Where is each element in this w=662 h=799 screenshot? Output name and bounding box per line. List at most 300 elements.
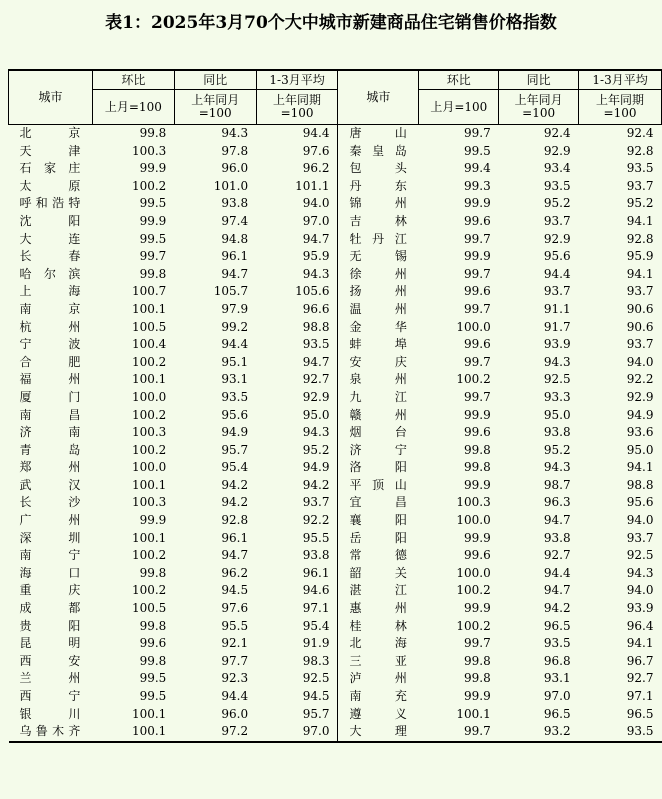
ytd-value-right: 95.6 <box>626 495 654 510</box>
mom-value-right: 99.6 <box>464 548 491 563</box>
yoy-value-left: 95.6 <box>221 407 249 422</box>
ytd-value-left: 96.6 <box>256 301 338 319</box>
city-name-left: 呼和浩特 <box>19 196 81 211</box>
mom-value-left: 100.2 <box>131 442 167 457</box>
ytd-value-left: 94.7 <box>256 354 338 372</box>
ytd-value-left: 93.8 <box>256 547 338 565</box>
mom-value-right: 99.9 <box>464 407 491 422</box>
ytd-value-right: 95.0 <box>626 442 654 457</box>
city-name-right: 湛江 <box>349 583 407 598</box>
mom-value-left: 100.4 <box>131 337 167 352</box>
city-name-left: 南京 <box>19 301 81 316</box>
city-name-left: 成都 <box>19 601 81 616</box>
mom-value-left: 100.5 <box>131 601 167 616</box>
yoy-value-right: 93.8 <box>543 425 571 440</box>
yoy-value-right: 97.0 <box>543 689 571 703</box>
mom-value-left: 99.7 <box>139 249 167 264</box>
yoy-value-left: 96.1 <box>221 249 249 264</box>
header-mom-base-right: 上月=100 <box>419 90 499 125</box>
ytd-value-right: 92.8 <box>626 143 654 158</box>
city-name-right: 泸州 <box>349 671 407 686</box>
city-name-left: 武汉 <box>19 477 81 492</box>
table-row <box>9 547 662 565</box>
mom-value-left: 100.1 <box>131 301 167 316</box>
yoy-value-left: 92.8 <box>221 513 249 528</box>
table-row <box>9 582 662 600</box>
city-name-right: 徐州 <box>349 266 407 281</box>
yoy-value-right: 93.9 <box>543 337 571 352</box>
table-row <box>9 477 662 495</box>
mom-value-left: 100.1 <box>131 530 167 545</box>
ytd-value-right: 94.0 <box>626 513 654 528</box>
mom-value-left: 99.9 <box>139 513 167 528</box>
mom-value-right: 99.7 <box>464 636 491 651</box>
city-name-right: 宜昌 <box>349 495 407 510</box>
yoy-value-left: 97.4 <box>221 213 249 228</box>
yoy-value-left: 94.5 <box>221 583 249 598</box>
ytd-value-right: 92.8 <box>626 231 654 246</box>
ytd-value-right: 94.1 <box>626 636 654 651</box>
ytd-value-left: 97.0 <box>256 723 338 742</box>
city-name-right: 韶关 <box>349 565 407 580</box>
city-name-right: 平顶山 <box>349 477 407 492</box>
ytd-value-right: 96.4 <box>626 618 654 633</box>
ytd-value-left: 105.6 <box>256 283 338 301</box>
city-name-left: 合肥 <box>19 354 81 369</box>
table-row <box>9 442 662 460</box>
city-name-left: 上海 <box>19 284 81 299</box>
mom-value-right: 100.2 <box>456 618 491 633</box>
ytd-value-right: 94.3 <box>626 565 654 580</box>
ytd-value-right: 95.9 <box>626 249 654 264</box>
ytd-value-left: 94.7 <box>256 231 338 249</box>
city-name-right: 九江 <box>349 389 407 404</box>
ytd-value-left: 95.4 <box>256 618 338 636</box>
city-name-right: 泉州 <box>349 372 407 387</box>
mom-value-left: 99.8 <box>139 126 167 140</box>
yoy-value-left: 93.1 <box>221 372 249 387</box>
yoy-value-right: 93.3 <box>543 389 571 404</box>
mom-value-left: 100.2 <box>131 407 167 422</box>
mom-value-left: 100.1 <box>131 372 167 387</box>
mom-value-right: 99.7 <box>464 266 491 281</box>
mom-value-right: 100.2 <box>456 372 491 387</box>
mom-value-right: 99.7 <box>464 301 491 316</box>
mom-value-left: 100.2 <box>131 354 167 369</box>
ytd-value-right: 90.6 <box>626 319 654 334</box>
ytd-value-right: 93.7 <box>626 178 654 193</box>
table-row <box>9 178 662 196</box>
mom-value-right: 99.7 <box>464 231 491 246</box>
city-name-right: 包头 <box>349 161 407 176</box>
city-name-right: 唐山 <box>349 126 407 140</box>
ytd-value-right: 96.7 <box>626 653 654 668</box>
table-row <box>9 125 662 143</box>
ytd-value-left: 96.2 <box>256 160 338 178</box>
yoy-value-right: 93.1 <box>543 671 571 686</box>
city-name-left: 大连 <box>19 231 81 246</box>
mom-value-left: 99.8 <box>139 565 167 580</box>
yoy-value-right: 94.2 <box>543 601 571 616</box>
city-name-right: 无锡 <box>349 249 407 264</box>
yoy-value-left: 99.2 <box>221 319 249 334</box>
ytd-value-right: 94.9 <box>626 407 654 422</box>
city-name-right: 秦皇岛 <box>349 143 407 158</box>
mom-value-right: 99.6 <box>464 425 491 440</box>
ytd-value-left: 97.1 <box>256 600 338 618</box>
city-name-left: 西宁 <box>19 689 81 703</box>
mom-value-left: 99.8 <box>139 266 167 281</box>
ytd-value-right: 92.7 <box>626 671 654 686</box>
city-name-left: 郑州 <box>19 460 81 475</box>
ytd-value-left: 94.3 <box>256 266 338 284</box>
ytd-value-left: 92.7 <box>256 371 338 389</box>
city-name-right: 遵义 <box>349 706 407 721</box>
mom-value-right: 100.1 <box>456 706 491 721</box>
header-mom-right: 环比 <box>419 70 499 90</box>
table-row <box>9 336 662 354</box>
city-name-left: 银川 <box>19 706 81 721</box>
ytd-value-right: 90.6 <box>626 301 654 316</box>
mom-value-left: 99.5 <box>139 671 167 686</box>
city-name-right: 烟台 <box>349 425 407 440</box>
city-name-left: 西安 <box>19 653 81 668</box>
yoy-value-left: 94.7 <box>221 548 249 563</box>
city-name-left: 沈阳 <box>19 213 81 228</box>
yoy-value-left: 105.7 <box>213 284 249 299</box>
yoy-value-right: 92.7 <box>543 548 571 563</box>
ytd-value-right: 93.9 <box>626 601 654 616</box>
yoy-value-right: 93.5 <box>543 636 571 651</box>
mom-value-left: 100.5 <box>131 319 167 334</box>
ytd-value-left: 94.9 <box>256 459 338 477</box>
mom-value-right: 100.0 <box>456 513 491 528</box>
table-row <box>9 371 662 389</box>
table-row <box>9 459 662 477</box>
yoy-value-right: 94.3 <box>543 354 571 369</box>
table-row <box>9 424 662 442</box>
city-name-right: 大理 <box>338 723 419 742</box>
table-row <box>9 565 662 583</box>
table-row <box>9 283 662 301</box>
mom-value-right: 99.6 <box>464 284 491 299</box>
city-name-right: 常德 <box>349 548 407 563</box>
yoy-value-left: 94.2 <box>221 477 249 492</box>
ytd-value-left: 92.9 <box>256 389 338 407</box>
ytd-value-right: 94.1 <box>626 213 654 228</box>
city-name-right: 三亚 <box>349 653 407 668</box>
mom-value-left: 100.3 <box>131 425 167 440</box>
ytd-value-right: 94.1 <box>626 266 654 281</box>
ytd-value-left: 95.2 <box>256 442 338 460</box>
mom-value-right: 100.3 <box>456 495 491 510</box>
mom-value-left: 100.3 <box>131 143 167 158</box>
table-row <box>9 600 662 618</box>
city-name-right: 南充 <box>349 689 407 703</box>
mom-value-right: 99.3 <box>464 178 491 193</box>
yoy-value-right: 94.4 <box>543 565 571 580</box>
header-ytd-base-right: 上年同期 =100 <box>579 90 662 125</box>
yoy-value-left: 97.8 <box>221 143 249 158</box>
ytd-value-right: 95.2 <box>626 196 654 211</box>
yoy-value-right: 96.5 <box>543 618 571 633</box>
ytd-value-left: 101.1 <box>256 178 338 196</box>
city-name-right: 丹东 <box>349 178 407 193</box>
city-name-left: 昆明 <box>19 636 81 651</box>
yoy-value-right: 94.7 <box>543 513 571 528</box>
city-name-left: 重庆 <box>19 583 81 598</box>
ytd-value-left: 94.6 <box>256 582 338 600</box>
header-mom-left: 环比 <box>92 70 174 90</box>
yoy-value-right: 96.5 <box>543 706 571 721</box>
yoy-value-right: 91.7 <box>543 319 571 334</box>
header-mom-base-left: 上月=100 <box>92 90 174 125</box>
ytd-value-left: 98.3 <box>256 653 338 671</box>
yoy-value-left: 96.0 <box>221 706 249 721</box>
city-name-right: 金华 <box>349 319 407 334</box>
mom-value-left: 100.1 <box>92 723 174 742</box>
city-name-left: 广州 <box>19 513 81 528</box>
table-row <box>9 635 662 653</box>
header-yoy-base-left: 上年同月 =100 <box>174 90 256 125</box>
ytd-value-left: 96.1 <box>256 565 338 583</box>
yoy-value-left: 95.7 <box>221 442 249 457</box>
table-row <box>9 706 662 724</box>
mom-value-right: 99.9 <box>464 530 491 545</box>
yoy-value-right: 96.8 <box>543 653 571 668</box>
mom-value-right: 99.9 <box>464 689 491 703</box>
ytd-value-left: 94.0 <box>256 195 338 213</box>
ytd-value-left: 98.8 <box>256 319 338 337</box>
mom-value-right: 99.9 <box>464 601 491 616</box>
ytd-value-left: 95.5 <box>256 530 338 548</box>
mom-value-left: 99.6 <box>139 636 167 651</box>
yoy-value-right: 96.3 <box>543 495 571 510</box>
ytd-value-right: 93.7 <box>626 530 654 545</box>
ytd-value-right: 94.0 <box>626 354 654 369</box>
table-row <box>9 512 662 530</box>
table-row <box>9 653 662 671</box>
city-name-left: 海口 <box>19 565 81 580</box>
yoy-value-right: 93.4 <box>543 161 571 176</box>
city-name-right: 温州 <box>349 301 407 316</box>
table-row <box>9 530 662 548</box>
table-row <box>9 319 662 337</box>
header-city-right: 城市 <box>338 70 419 125</box>
ytd-value-right: 92.9 <box>626 389 654 404</box>
ytd-value-right: 93.5 <box>626 161 654 176</box>
table-row <box>9 195 662 213</box>
city-name-left: 长沙 <box>19 495 81 510</box>
mom-value-left: 100.2 <box>131 583 167 598</box>
mom-value-right: 99.7 <box>419 723 499 742</box>
city-name-right: 济宁 <box>349 442 407 457</box>
yoy-value-right: 93.7 <box>543 284 571 299</box>
city-name-right: 桂林 <box>349 618 407 633</box>
yoy-value-left: 92.1 <box>221 636 249 651</box>
yoy-value-left: 93.5 <box>221 389 249 404</box>
city-name-left: 太原 <box>19 178 81 193</box>
yoy-value-left: 95.4 <box>221 460 249 475</box>
mom-value-left: 99.8 <box>139 653 167 668</box>
table-row <box>9 670 662 688</box>
city-name-right: 北海 <box>349 636 407 651</box>
mom-value-left: 100.0 <box>131 389 167 404</box>
price-index-table <box>8 69 662 743</box>
mom-value-left: 99.5 <box>139 196 167 211</box>
mom-value-left: 99.9 <box>139 161 167 176</box>
table-row <box>9 248 662 266</box>
city-name-left: 北京 <box>19 126 81 140</box>
table-row <box>9 494 662 512</box>
ytd-value-right: 93.6 <box>626 425 654 440</box>
mom-value-left: 99.5 <box>139 689 167 703</box>
mom-value-right: 99.8 <box>464 653 491 668</box>
header-yoy-right: 同比 <box>499 70 579 90</box>
table-row <box>9 618 662 636</box>
city-name-right: 吉林 <box>349 213 407 228</box>
mom-value-right: 99.6 <box>464 213 491 228</box>
mom-value-right: 99.6 <box>464 337 491 352</box>
yoy-value-right: 93.5 <box>543 178 571 193</box>
table-row <box>9 160 662 178</box>
mom-value-right: 100.0 <box>456 565 491 580</box>
mom-value-left: 100.7 <box>131 284 167 299</box>
mom-value-right: 100.2 <box>456 583 491 598</box>
yoy-value-right: 92.9 <box>543 231 571 246</box>
city-name-left: 济南 <box>19 425 81 440</box>
ytd-value-right: 94.0 <box>626 583 654 598</box>
header-yoy-base-right: 上年同月 =100 <box>499 90 579 125</box>
yoy-value-right: 95.2 <box>543 196 571 211</box>
ytd-value-left: 94.2 <box>256 477 338 495</box>
city-name-right: 扬州 <box>349 284 407 299</box>
yoy-value-left: 94.4 <box>221 337 249 352</box>
mom-value-right: 99.8 <box>464 460 491 475</box>
yoy-value-right: 92.4 <box>543 126 571 140</box>
city-name-left: 福州 <box>19 372 81 387</box>
yoy-value-right: 94.7 <box>543 583 571 598</box>
mom-value-right: 99.7 <box>464 126 491 140</box>
yoy-value-right: 95.6 <box>543 249 571 264</box>
table-row <box>9 301 662 319</box>
yoy-value-left: 97.6 <box>221 601 249 616</box>
ytd-value-right: 97.1 <box>626 689 654 703</box>
city-name-right: 锦州 <box>349 196 407 211</box>
mom-value-right: 99.8 <box>464 671 491 686</box>
mom-value-left: 100.3 <box>131 495 167 510</box>
ytd-value-left: 93.7 <box>256 494 338 512</box>
yoy-value-left: 101.0 <box>213 178 249 193</box>
mom-value-right: 100.0 <box>456 319 491 334</box>
city-name-left: 天津 <box>19 143 81 158</box>
city-name-left: 厦门 <box>19 389 81 404</box>
ytd-value-left: 95.0 <box>256 407 338 425</box>
yoy-value-right: 93.2 <box>499 723 579 742</box>
yoy-value-right: 94.3 <box>543 460 571 475</box>
ytd-value-left: 95.7 <box>256 706 338 724</box>
yoy-value-left: 97.9 <box>221 301 249 316</box>
yoy-value-right: 92.9 <box>543 143 571 158</box>
yoy-value-right: 92.5 <box>543 372 571 387</box>
ytd-value-right: 96.5 <box>626 706 654 721</box>
yoy-value-left: 96.0 <box>221 161 249 176</box>
mom-value-right: 99.9 <box>464 477 491 492</box>
table-row <box>9 213 662 231</box>
city-name-left: 贵阳 <box>19 618 81 633</box>
ytd-value-right: 93.7 <box>626 337 654 352</box>
city-name-left: 长春 <box>19 249 81 264</box>
table-row <box>9 266 662 284</box>
yoy-value-left: 94.2 <box>221 495 249 510</box>
yoy-value-right: 93.8 <box>543 530 571 545</box>
header-yoy-left: 同比 <box>174 70 256 90</box>
table-row <box>9 389 662 407</box>
table-row <box>9 407 662 425</box>
ytd-value-left: 94.3 <box>256 424 338 442</box>
ytd-value-right: 92.2 <box>626 372 654 387</box>
yoy-value-right: 94.4 <box>543 266 571 281</box>
ytd-value-left: 91.9 <box>256 635 338 653</box>
yoy-value-left: 94.9 <box>221 425 249 440</box>
yoy-value-right: 91.1 <box>543 301 571 316</box>
table-row <box>9 354 662 372</box>
mom-value-right: 99.9 <box>464 196 491 211</box>
header-city-left: 城市 <box>9 70 93 125</box>
table-row <box>9 143 662 161</box>
city-name-left: 兰州 <box>19 671 81 686</box>
yoy-value-left: 94.7 <box>221 266 249 281</box>
mom-value-right: 99.4 <box>464 161 491 176</box>
city-name-left: 青岛 <box>19 442 81 457</box>
ytd-value-left: 92.2 <box>256 512 338 530</box>
mom-value-left: 100.2 <box>131 548 167 563</box>
ytd-value-right: 93.7 <box>626 284 654 299</box>
yoy-value-left: 92.3 <box>221 671 249 686</box>
header-ytd-left: 1-3月平均 <box>256 70 338 90</box>
mom-value-right: 99.7 <box>464 389 491 404</box>
ytd-value-left: 94.4 <box>256 125 338 143</box>
ytd-value-right: 93.5 <box>579 723 662 742</box>
city-name-left: 哈尔滨 <box>19 266 81 281</box>
city-name-right: 襄阳 <box>349 513 407 528</box>
city-name-right: 牡丹江 <box>349 231 407 246</box>
yoy-value-left: 94.8 <box>221 231 249 246</box>
ytd-value-left: 92.5 <box>256 670 338 688</box>
yoy-value-left: 95.5 <box>221 618 249 633</box>
mom-value-left: 100.1 <box>131 477 167 492</box>
mom-value-left: 99.5 <box>139 231 167 246</box>
yoy-value-left: 95.1 <box>221 354 249 369</box>
city-name-left: 杭州 <box>19 319 81 334</box>
city-name-left: 乌鲁木齐 <box>9 723 93 742</box>
yoy-value-right: 95.2 <box>543 442 571 457</box>
table-body <box>9 125 662 742</box>
yoy-value-left: 93.8 <box>221 196 249 211</box>
mom-value-left: 99.9 <box>139 213 167 228</box>
ytd-value-left: 97.6 <box>256 143 338 161</box>
ytd-value-left: 97.0 <box>256 213 338 231</box>
mom-value-right: 99.5 <box>464 143 491 158</box>
mom-value-right: 99.9 <box>464 249 491 264</box>
city-name-left: 宁波 <box>19 337 81 352</box>
city-name-right: 惠州 <box>349 601 407 616</box>
mom-value-left: 100.0 <box>131 460 167 475</box>
mom-value-right: 99.8 <box>464 442 491 457</box>
city-name-right: 洛阳 <box>349 460 407 475</box>
ytd-value-left: 95.9 <box>256 248 338 266</box>
city-name-left: 石家庄 <box>19 161 81 176</box>
